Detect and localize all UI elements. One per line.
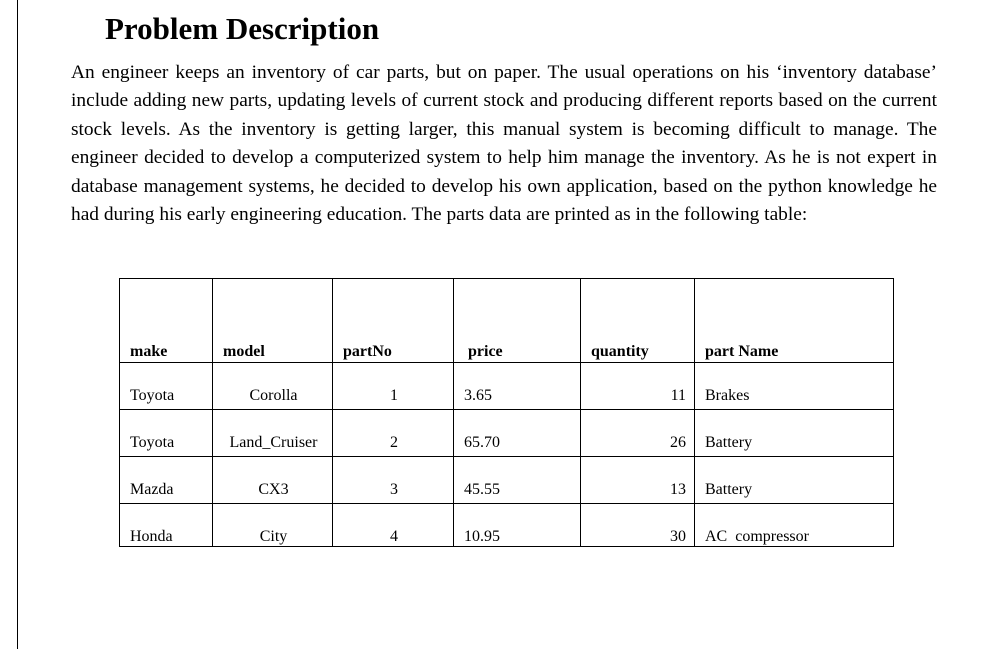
cell-make: Mazda (120, 457, 213, 504)
header-part-name: part Name (695, 279, 894, 363)
cell-part-name: Battery (695, 410, 894, 457)
cell-price: 3.65 (454, 363, 581, 410)
header-quantity: quantity (581, 279, 695, 363)
cell-partno: 1 (333, 363, 454, 410)
page-left-border (17, 0, 18, 649)
cell-model: Corolla (213, 363, 333, 410)
table-row (120, 410, 894, 457)
table-row (120, 457, 894, 504)
cell-model: CX3 (213, 457, 333, 504)
page-title: Problem Description (105, 11, 380, 46)
problem-paragraph: An engineer keeps an inventory of car parts, but on paper. The usual operations on his ‘inventory database’ include adding new parts, updating levels of current stock and producing different reports based on the current stock levels. As the inventory is getting larger, this manual system is becoming difficult to manage. The engineer decided to develop a computerized system to help him manage the inventory. As he is not expert in database management systems, he decided to develop his own application, based on the python knowledge he had during his early engineering education. The parts data are printed as in the following table: (71, 62, 937, 226)
cell-part-name: Battery (695, 457, 894, 504)
table-row (120, 363, 894, 410)
cell-price: 10.95 (454, 504, 581, 547)
cell-partno: 3 (333, 457, 454, 504)
header-partno: partNo (333, 279, 454, 363)
cell-model: City (213, 504, 333, 547)
cell-price: 65.70 (454, 410, 581, 457)
header-price: price (454, 279, 581, 363)
cell-price: 45.55 (454, 457, 581, 504)
cell-model: Land_Cruiser (213, 410, 333, 457)
cell-quantity: 11 (581, 363, 695, 410)
cell-quantity: 26 (581, 410, 695, 457)
cell-partno: 4 (333, 504, 454, 547)
cell-make: Honda (120, 504, 213, 547)
table-header-row (120, 279, 894, 363)
cell-make: Toyota (120, 410, 213, 457)
header-make: make (120, 279, 213, 363)
table-row (120, 504, 894, 547)
cell-part-name: Brakes (695, 363, 894, 410)
cell-part-name: AC compressor (695, 504, 894, 547)
cell-quantity: 13 (581, 457, 695, 504)
cell-quantity: 30 (581, 504, 695, 547)
parts-table (119, 278, 894, 547)
cell-partno: 2 (333, 410, 454, 457)
cell-make: Toyota (120, 363, 213, 410)
header-model: model (213, 279, 333, 363)
